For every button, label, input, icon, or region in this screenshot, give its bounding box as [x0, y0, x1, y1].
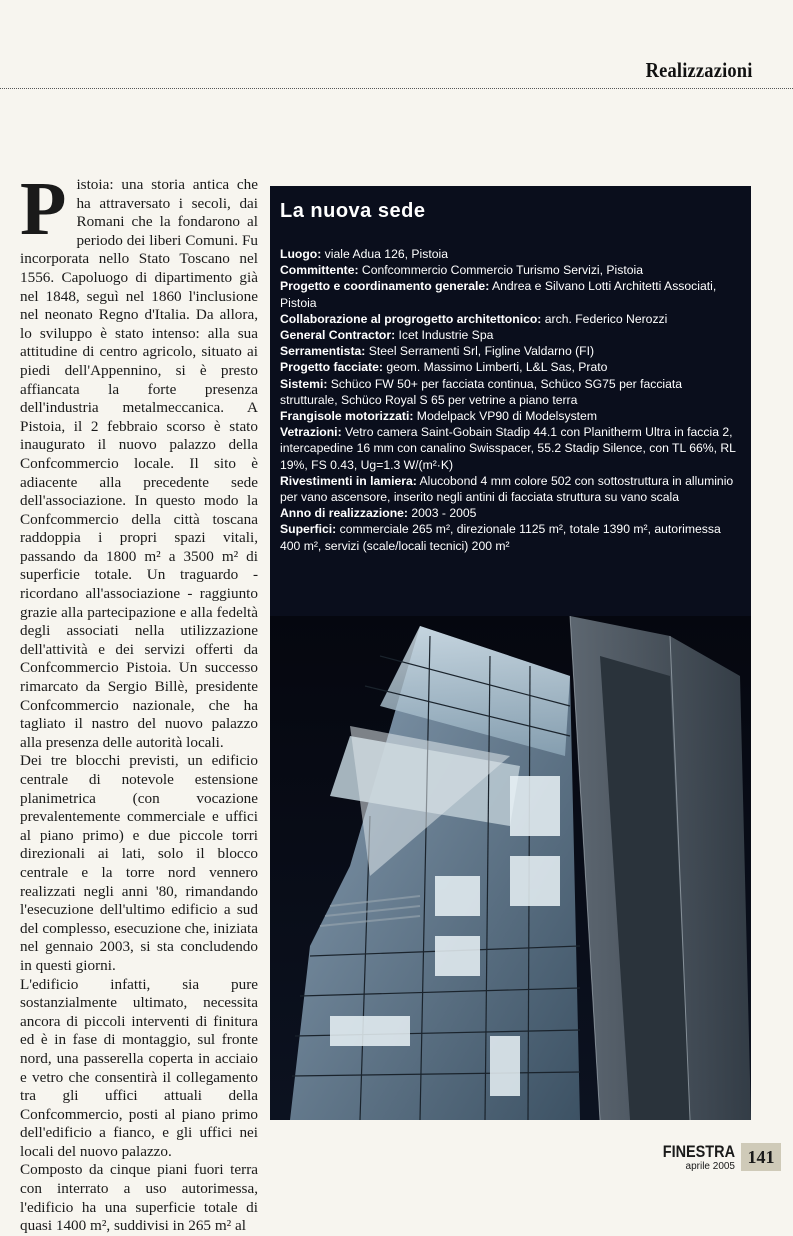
spec-label: Progetto facciate: — [280, 360, 383, 375]
spec-label: General Contractor: — [280, 328, 396, 343]
spec-row — [280, 408, 742, 424]
spec-value: Andrea e Silvano Lotti Architetti Associati, Pistoia — [280, 279, 717, 310]
spec-label: Collaborazione al progrogetto architettonico: — [280, 311, 542, 326]
dropcap: P — [20, 167, 67, 251]
spec-value: arch. Federico Nerozzi — [541, 311, 668, 326]
spec-value: Confcommercio Commercio Turismo Servizi, Pistoia — [358, 263, 643, 278]
spec-value: commerciale 265 m², direzionale 1125 m², totale 1390 m², autorimessa 400 m², servizi (scale/locali tecnici) 200 m² — [280, 522, 721, 553]
header-rule — [0, 88, 793, 89]
section-title: Realizzazioni — [646, 58, 753, 82]
spec-box — [270, 186, 751, 1120]
spec-row — [280, 311, 742, 327]
spec-label: Committente: — [280, 263, 359, 278]
spec-value: 2003 - 2005 — [407, 506, 477, 521]
spec-row — [280, 262, 742, 278]
article-paragraph-2: Dei tre blocchi previsti, un edificio centrale di notevole estensione planimetrica (con vocazione prevalentemente commerciale e uffici al piano primo) e due piccole torri direzionali ai lati, solo il blocco centrale e la torre nord vennero realizzati negli anni '80, rimandando l'esecuzione dell'ultimo edificio a sud del complesso, esecuzione che, iniziata nel gennaio 2003, si sta concludendo in questi giorni. — [20, 752, 258, 974]
spec-label: Rivestimenti in lamiera: — [280, 473, 417, 488]
article-paragraph-1 — [20, 167, 258, 752]
spec-row — [280, 424, 742, 473]
article-body — [20, 167, 258, 1236]
article-paragraph-1-text: istoia: una storia antica che ha attraversato i secoli, dai Romani che la fondarono al periodo dei liberi Comuni. Fu incorporata nello Stato Toscano nel 1556. Capoluogo di dipartimento già nel 1848, seguì nel 1860 l'inclusione nel neonato Regno d'Italia. Da allora, lo sviluppo è stato intenso: alla sua attitudine di centro agricolo, situato ai piedi dell'Appennino, si è presto affiancata la forte presenza dell'industria metalmeccanica. A Pistoia, il 2 febbraio scorso è stato inaugurato il nuovo palazzo della Confcommercio locale. Il sito è adiacente alla precedente sede dell'associazione. In questo modo la Confcommercio della città toscana raddoppia i propri spazi vitali, passando da 1800 m² a 3500 m² di superficie totale. Un traguardo - ricordano all'associazione - raggiunto grazie alla partecipazione e alla fedeltà degli associati nella utilizzazione dell'attività e dei servizi offerti da Confcommercio Pistoia. Un successo rimarcato da Sergio Billè, presidente Confcommercio nazionale, che ha tagliato il nastro del nuovo palazzo alla presenza delle autorità locali. — [20, 176, 258, 751]
spec-label: Serramentista: — [280, 344, 366, 359]
spec-value: Steel Serramenti Srl, Figline Valdarno (FI) — [365, 344, 595, 359]
spec-value: Alucobond 4 mm colore 502 con sottostruttura in alluminio per vano ascensore, inserito negli antini di facciata struttura su vano scala — [280, 473, 734, 505]
spec-value: Schüco FW 50+ per facciata continua, Schüco SG75 per facciata strutturale, Schüco Royal S 65 per vetrine a piano terra — [280, 376, 683, 407]
spec-value: Vetro camera Saint-Gobain Stadip 44.1 con Planitherm Ultra in faccia 2, intercapedine 16 mm con canalino Swisspacer, 55.2 Stadip Silence, con TL 66%, RL 19%, FS 0.43, Ug=1.3 W/(m²·K) — [280, 425, 736, 472]
spec-label: Anno di realizzazione: — [280, 506, 408, 521]
spec-value: Modelpack VP90 di Modelsystem — [413, 409, 597, 424]
spec-value: Icet Industrie Spa — [395, 328, 494, 343]
spec-label: Sistemi: — [280, 376, 328, 391]
spec-row — [280, 327, 742, 343]
spec-row — [280, 246, 742, 262]
magazine-brand: FINESTRA — [662, 1142, 735, 1161]
spec-label: Progetto e coordinamento generale: — [280, 279, 490, 294]
spec-label: Vetrazioni: — [280, 425, 342, 440]
spec-row — [280, 343, 742, 359]
spec-row — [280, 521, 742, 553]
box-title: La nuova sede — [280, 200, 426, 222]
spec-label: Frangisole motorizzati: — [280, 409, 414, 424]
article-paragraph-4: Composto da cinque piani fuori terra con interrato a uso autorimessa, l'edificio ha una superficie totale di quasi 1400 m², suddivisi in 265 m² al — [20, 1161, 258, 1235]
spec-label: Superfici: — [280, 522, 337, 537]
spec-row — [280, 359, 742, 375]
spec-row — [280, 278, 742, 310]
spec-label: Luogo: — [280, 247, 322, 261]
issue-date: aprile 2005 — [685, 1161, 735, 1172]
spec-row — [280, 376, 742, 408]
spec-row — [280, 473, 742, 505]
spec-row — [280, 505, 742, 521]
article-paragraph-3: L'edificio infatti, sia pure sostanzialmente ultimato, necessita ancora di piccoli interventi di finitura ed è in fase di montaggio, sul fronte nord, una passerella coperta in acciaio e vetro che consentirà il collegamento tra gli uffici attuali della Confcommercio, posti al piano primo dell'edificio a fianco, e gli uffici nei locali del nuovo palazzo. — [20, 975, 258, 1160]
spec-list — [280, 246, 742, 554]
page-number: 141 — [741, 1143, 781, 1171]
spec-value: viale Adua 126, Pistoia — [321, 247, 448, 261]
building-photo — [270, 616, 751, 1120]
spec-value: geom. Massimo Limberti, L&L Sas, Prato — [382, 360, 608, 375]
